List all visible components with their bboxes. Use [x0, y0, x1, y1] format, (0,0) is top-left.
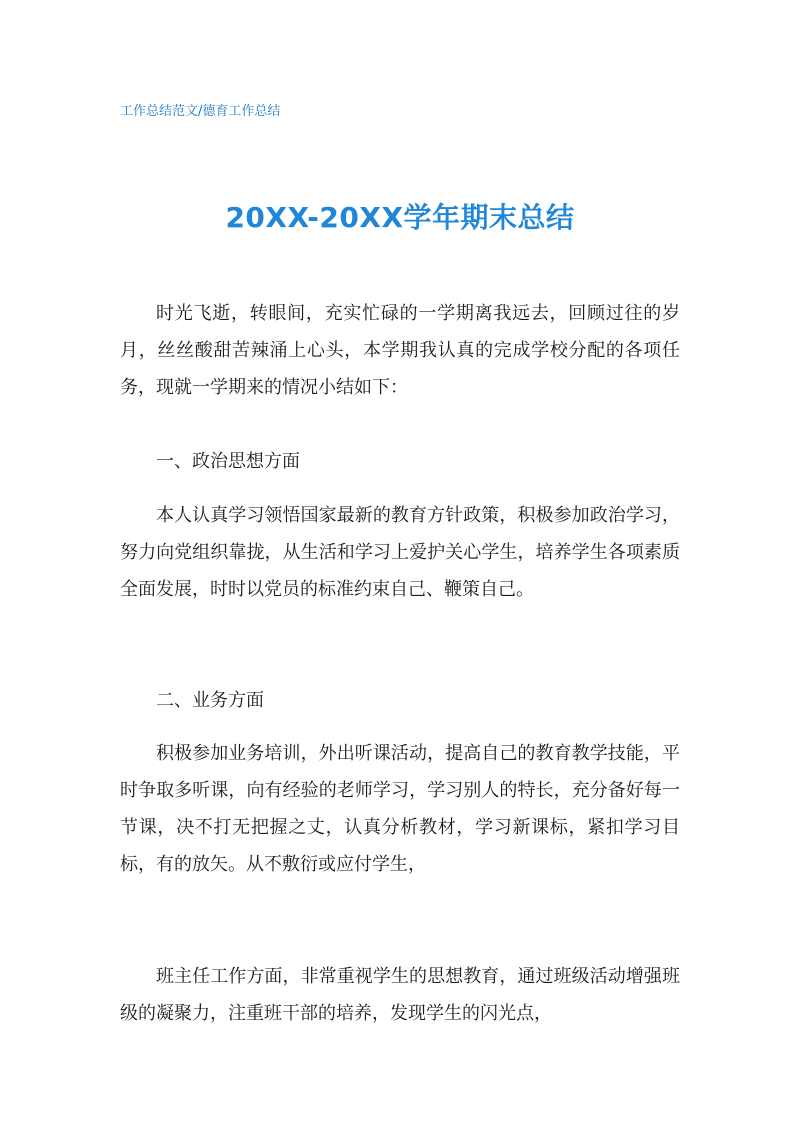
section-heading-business: 二、业务方面	[156, 690, 264, 711]
paragraph-business: 积极参加业务培训，外出听课活动，提高自己的教育教学技能，平时争取多听课，向有经验的老师学习，学习别人的特长，充分备好每一节课，决不打无把握之丈，认真分析教材，学习新课标，紧扣学习目标，有的放矢。从不敷衍或应付学生，	[120, 743, 680, 875]
paragraph-intro: 时光飞逝，转眼间，充实忙碌的一学期离我远去，回顾过往的岁月，丝丝酸甜苦辣涌上心头，本学期我认真的完成学校分配的各项任务，现就一学期来的情况小结如下：	[120, 303, 680, 398]
breadcrumb[interactable]: 工作总结范文/德育工作总结	[120, 104, 281, 119]
paragraph-politics: 本人认真学习领悟国家最新的教育方针政策，积极参加政治学习，努力向党组织靠拢，从生活和学习上爱护关心学生，培养学生各项素质全面发展，时时以党员的标准约束自己、鞭策自己。	[120, 505, 680, 600]
section-heading-politics: 一、政治思想方面	[156, 451, 300, 472]
page-title: 20XX-20XX学年期末总结	[225, 201, 575, 234]
paragraph-class-work: 班主任工作方面，非常重视学生的思想教育，通过班级活动增强班级的凝聚力，注重班干部的培养，发现学生的闪光点，	[120, 966, 680, 1024]
